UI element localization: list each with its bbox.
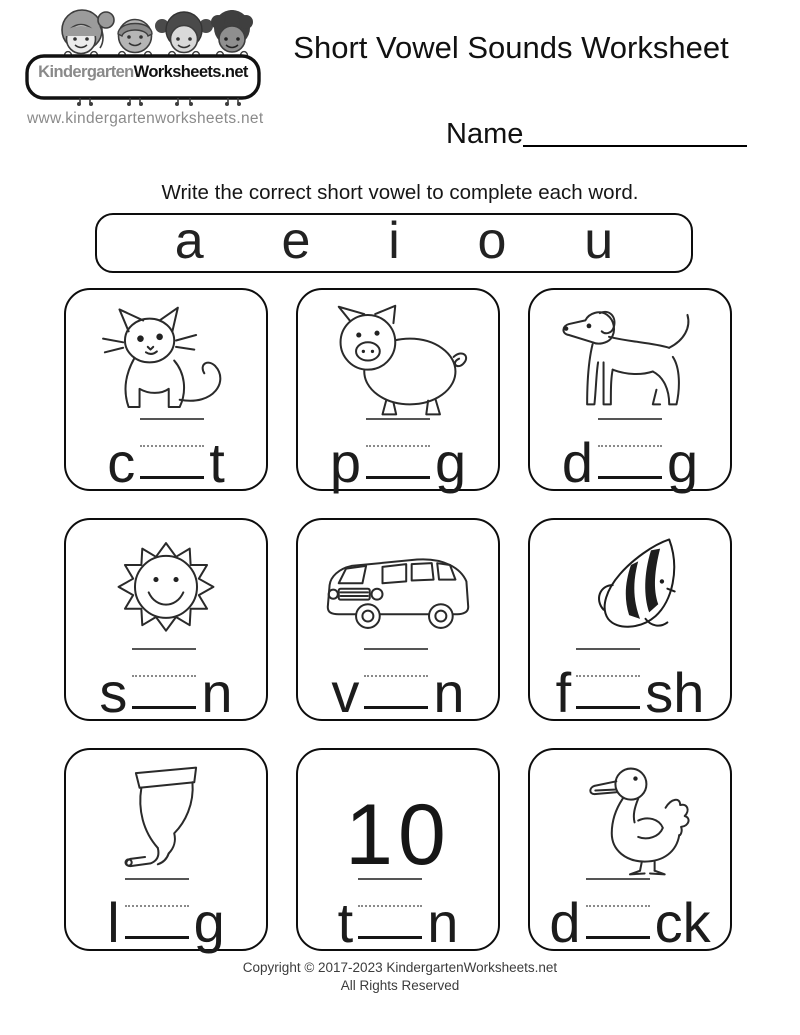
word-suffix: g — [435, 431, 467, 494]
card-van — [296, 518, 500, 724]
word-sun — [99, 648, 233, 724]
card-leg — [64, 748, 268, 954]
ten-image — [302, 756, 494, 883]
vowel-e: e — [281, 212, 311, 270]
page-title: Short Vowel Sounds Worksheet — [293, 30, 729, 65]
word-duck — [549, 878, 711, 954]
vowel-blank[interactable] — [125, 878, 189, 939]
word-prefix: d — [549, 891, 581, 954]
number-ten-text: 10 — [345, 787, 451, 883]
pig-image — [302, 296, 494, 418]
logo-brand-text — [32, 63, 254, 82]
rights-line: All Rights Reserved — [340, 977, 460, 993]
word-van — [331, 648, 465, 724]
word-prefix: v — [331, 661, 360, 724]
card-pig — [296, 288, 500, 494]
vowel-blank[interactable] — [132, 648, 196, 709]
name-label: Name — [446, 118, 524, 150]
word-leg — [107, 878, 225, 954]
van-image — [302, 526, 494, 648]
word-prefix: s — [99, 661, 128, 724]
word-prefix: t — [337, 891, 354, 954]
site-logo — [24, 6, 264, 106]
word-ten — [337, 878, 459, 954]
word-prefix: f — [555, 661, 572, 724]
card-duck — [528, 748, 732, 954]
word-prefix: d — [561, 431, 593, 494]
dog-image — [534, 296, 726, 418]
vowel-blank[interactable] — [140, 418, 204, 479]
site-url: www.kindergartenworksheets.net — [27, 110, 264, 127]
vowel-u: u — [584, 212, 614, 270]
card-sun — [64, 518, 268, 724]
word-suffix: g — [667, 431, 699, 494]
word-prefix: p — [329, 431, 361, 494]
sun-image — [70, 526, 262, 648]
word-suffix: n — [427, 891, 459, 954]
vowel-a: a — [174, 212, 204, 270]
name-field — [446, 118, 747, 151]
word-cat — [107, 418, 225, 494]
logo-brand-black: Worksheets.net — [133, 63, 248, 81]
vowel-o: o — [477, 212, 507, 270]
word-suffix: g — [193, 891, 225, 954]
copyright-line: Copyright © 2017-2023 KindergartenWorksheets.net — [242, 960, 558, 975]
vowel-blank[interactable] — [358, 878, 422, 939]
duck-image — [534, 756, 726, 878]
card-fish — [528, 518, 732, 724]
word-prefix: c — [107, 431, 136, 494]
vowel-blank[interactable] — [366, 418, 430, 479]
vowel-bank — [95, 213, 693, 273]
vowel-i: i — [388, 212, 400, 270]
name-blank-line[interactable] — [523, 121, 747, 147]
logo-brand-gray: Kindergarten — [38, 63, 134, 81]
card-ten — [296, 748, 500, 954]
word-suffix: t — [209, 431, 225, 494]
kids-logo-icon — [24, 6, 264, 106]
footer — [0, 959, 800, 995]
word-pig — [329, 418, 467, 494]
word-suffix: n — [433, 661, 465, 724]
leg-image — [70, 756, 262, 878]
card-dog — [528, 288, 732, 494]
word-suffix: sh — [645, 661, 705, 724]
word-suffix: n — [201, 661, 233, 724]
instruction-text: Write the correct short vowel to complete each word. — [161, 181, 639, 204]
vowel-blank[interactable] — [364, 648, 428, 709]
word-dog — [561, 418, 699, 494]
vowel-blank[interactable] — [586, 878, 650, 939]
vowel-blank[interactable] — [598, 418, 662, 479]
vowel-blank[interactable] — [576, 648, 640, 709]
card-cat — [64, 288, 268, 494]
word-prefix: l — [107, 891, 120, 954]
fish-image — [534, 526, 726, 648]
word-fish — [555, 648, 705, 724]
cat-image — [70, 296, 262, 418]
word-suffix: ck — [654, 891, 711, 954]
